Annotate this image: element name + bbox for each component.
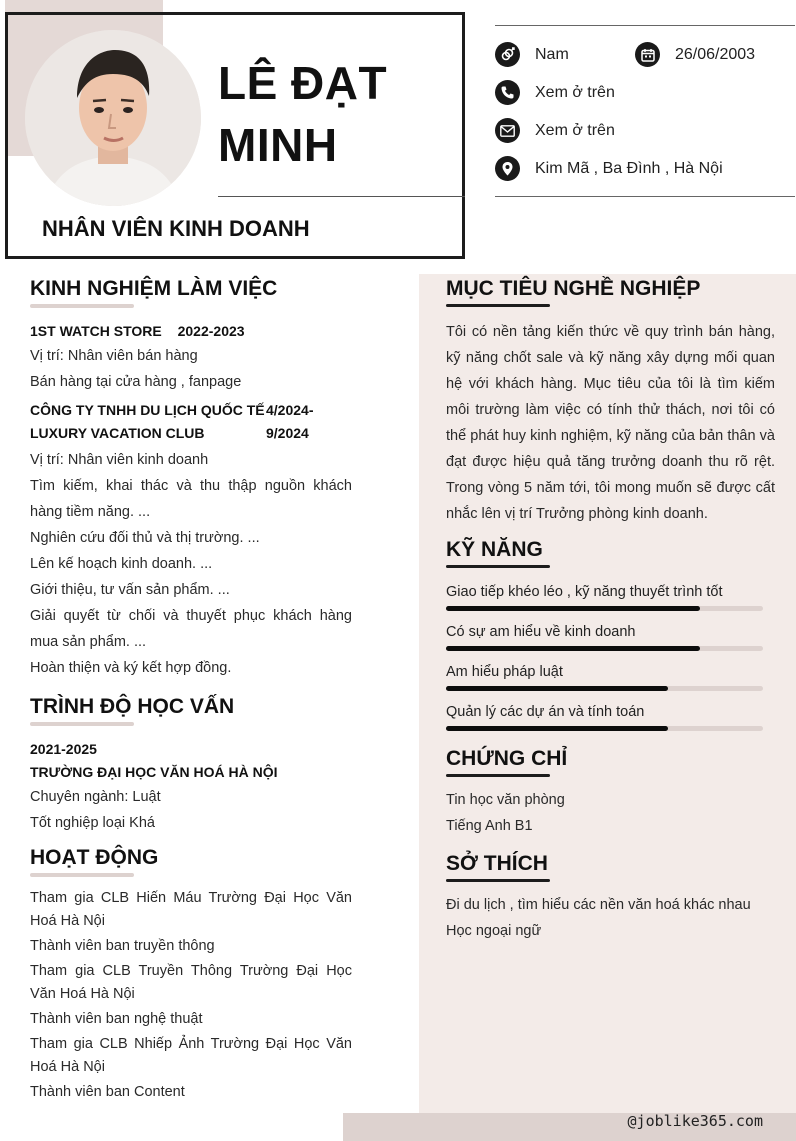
section-underline (446, 879, 550, 882)
skill-item (446, 582, 775, 611)
job-2-header (30, 399, 352, 445)
profile-photo (25, 30, 201, 206)
section-underline (446, 304, 550, 307)
objective-text: Tôi có nền tảng kiến thức về quy trình bán hàng, kỹ năng chốt sale và kỹ năng xây dựng mối quan hệ với khách hàng. Mục tiêu của tôi là tìm kiếm môi trường làm việc có tính thử thách, nơi tôi có thể phát huy kinh nghiệm, kỹ năng của bản thân và đạt được hiệu quả tăng trưởng doanh thu rõ rệt. Trong vòng 5 năm tới, tôi mong muốn sẽ được cất nhắc lên vị trí Trưởng phòng kinh doanh. (446, 324, 775, 522)
section-title-hobbies: SỞ THÍCH (446, 852, 548, 875)
job-1-period: 2022-2023 (177, 323, 245, 339)
activity-line: Tham gia CLB Hiến Máu Trường Đại Học Văn Hoá Hà Nội (30, 890, 352, 929)
skill-label: Quản lý các dự án và tính toán (446, 704, 645, 720)
job-2-line: Nghiên cứu đối thủ và thị trường. ... (30, 530, 260, 546)
candidate-name (218, 52, 387, 176)
section-title-activities: HOẠT ĐỘNG (30, 846, 159, 869)
activity-line: Thành viên ban truyền thông (30, 938, 215, 954)
section-underline (30, 304, 134, 308)
info-divider-top (495, 25, 795, 26)
activity-line: Thành viên ban Content (30, 1084, 185, 1100)
gender-value: Nam (535, 46, 569, 63)
activity-line: Tham gia CLB Nhiếp Ảnh Trường Đại Học Văn Hoá Hà Nội (30, 1036, 352, 1075)
name-line-1: LÊ ĐẠT (218, 57, 388, 109)
certificate-item: Tin học văn phòng (446, 792, 565, 808)
job-2-company-line: LUXURY VACATION CLUB (30, 425, 205, 441)
section-title-objective: MỤC TIÊU NGHỀ NGHIỆP (446, 277, 701, 300)
skill-bar-track (446, 606, 763, 611)
job-2-company (30, 399, 266, 445)
skill-label: Có sự am hiểu về kinh doanh (446, 624, 636, 640)
section-underline (446, 774, 550, 777)
job-2-period (266, 399, 313, 445)
job-title: NHÂN VIÊN KINH DOANH (42, 216, 310, 241)
job-1-line: Bán hàng tại cửa hàng , fanpage (30, 374, 242, 390)
skill-item (446, 622, 775, 651)
skill-bar-fill (446, 606, 700, 611)
education-school: TRƯỜNG ĐẠI HỌC VĂN HOÁ HÀ NỘI (30, 764, 278, 780)
job-1-company: 1ST WATCH STORE (30, 323, 162, 339)
activity-line: Thành viên ban nghệ thuật (30, 1011, 203, 1027)
address-value: Kim Mã , Ba Đình , Hà Nội (535, 160, 723, 177)
skills-list (446, 582, 775, 731)
skill-bar-fill (446, 686, 668, 691)
footer-watermark: @joblike365.com (627, 1112, 763, 1130)
education-period: 2021-2025 (30, 741, 97, 757)
job-2-period-line: 9/2024 (266, 425, 309, 441)
section-underline (30, 873, 134, 877)
job-1-header (30, 320, 352, 343)
skill-item (446, 702, 775, 731)
section-title-skills: KỸ NĂNG (446, 538, 543, 561)
job-2-company-line: CÔNG TY TNHH DU LỊCH QUỐC TẾ (30, 402, 265, 418)
calendar-icon (635, 42, 660, 67)
date-of-birth: 26/06/2003 (675, 46, 756, 63)
objective-section (446, 276, 775, 527)
skill-bar-fill (446, 646, 700, 651)
location-icon (495, 156, 520, 181)
job-2-line: Giới thiệu, tư vấn sản phẩm. ... (30, 582, 230, 598)
email-value: Xem ở trên (535, 122, 615, 139)
hobby-item: Học ngoại ngữ (446, 923, 542, 939)
skill-item (446, 662, 775, 691)
skill-bar-track (446, 646, 763, 651)
section-title-education: TRÌNH ĐỘ HỌC VẤN (30, 695, 235, 718)
name-line-2: MINH (218, 119, 338, 171)
education-section (30, 694, 352, 836)
job-2-period-line: 4/2024- (266, 402, 314, 418)
education-line: Chuyên ngành: Luật (30, 789, 161, 805)
job-2-line: Lên kế hoạch kinh doanh. ... (30, 556, 213, 572)
skill-bar-track (446, 686, 763, 691)
section-underline (30, 722, 134, 726)
portrait-photo-icon (25, 30, 201, 206)
gender-icon (495, 42, 520, 67)
skills-section (446, 537, 775, 742)
certificate-item: Tiếng Anh B1 (446, 818, 533, 834)
experience-section (30, 276, 352, 681)
section-title-experience: KINH NGHIỆM LÀM VIỆC (30, 277, 278, 300)
skill-label: Am hiểu pháp luật (446, 664, 563, 680)
job-2-line: Hoàn thiện và ký kết hợp đồng. (30, 660, 232, 676)
education-line: Tốt nghiệp loại Khá (30, 815, 155, 831)
phone-value: Xem ở trên (535, 84, 615, 101)
activities-section (30, 845, 352, 1104)
hobbies-section (446, 851, 775, 944)
skill-bar-fill (446, 726, 668, 731)
name-divider (218, 196, 465, 197)
certificates-section (446, 746, 775, 839)
phone-icon (495, 80, 520, 105)
skill-label: Giao tiếp khéo léo , kỹ năng thuyết trình tốt (446, 584, 723, 600)
hobby-item: Đi du lịch , tìm hiểu các nền văn hoá khác nhau (446, 897, 751, 913)
section-underline (446, 565, 550, 568)
skill-bar-track (446, 726, 763, 731)
mail-icon (495, 118, 520, 143)
job-2-line: Vị trí: Nhân viên kinh doanh (30, 452, 209, 468)
activity-line: Tham gia CLB Truyền Thông Trường Đại Học Văn Hoá Hà Nội (30, 963, 352, 1002)
job-1-line: Vị trí: Nhân viên bán hàng (30, 348, 198, 364)
info-divider-bottom (495, 196, 795, 197)
job-2-line: Giải quyết từ chối và thuyết phục khách hàng mua sản phẩm. ... (30, 608, 352, 650)
job-2-line: Tìm kiếm, khai thác và thu thập nguồn khách hàng tiềm năng. ... (30, 478, 352, 520)
section-title-certificates: CHỨNG CHỈ (446, 747, 568, 770)
